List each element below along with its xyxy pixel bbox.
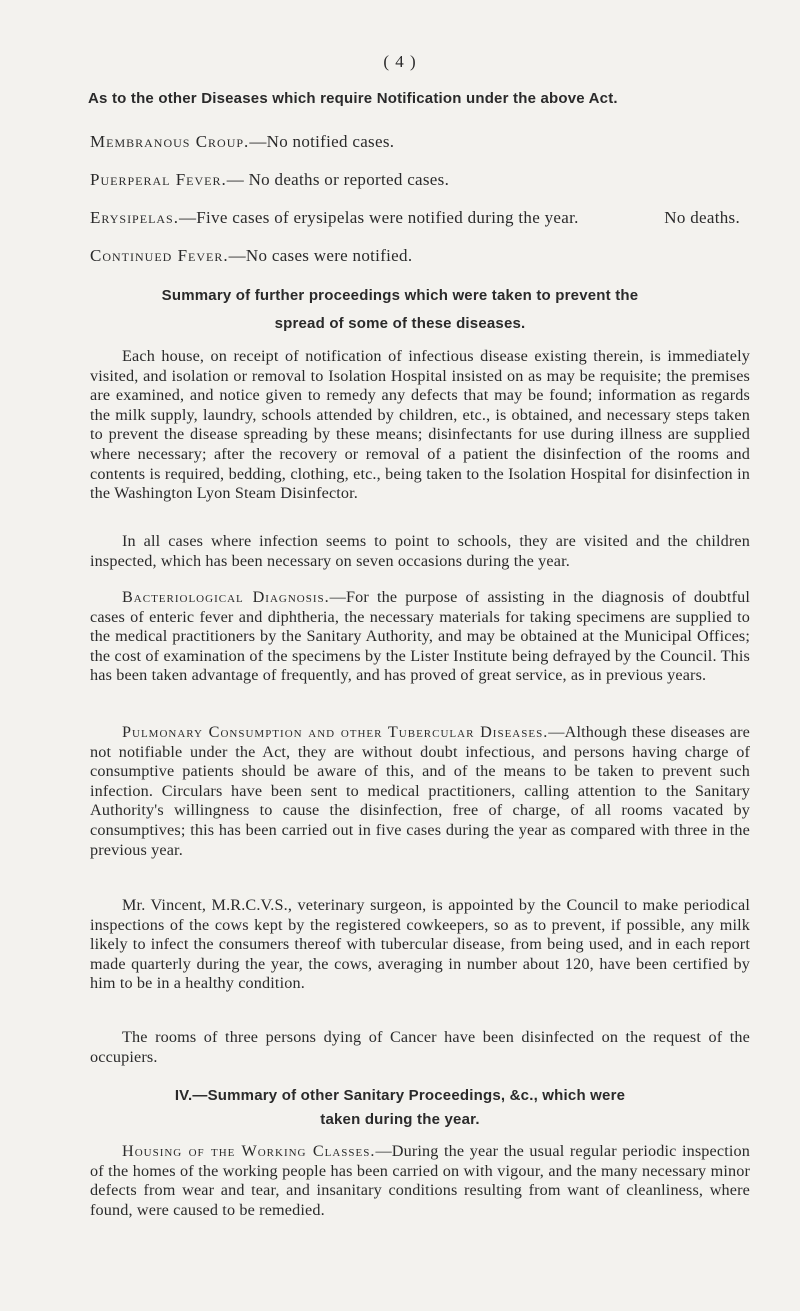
- paragraph-pulmonary: [90, 723, 750, 860]
- paragraph-cancer: The rooms of three persons dying of Cancer have been disinfected on the request of the occupiers.: [90, 1028, 750, 1066]
- puerperal-fever-entry: [90, 170, 750, 190]
- paragraph-schools: In all cases where infection seems to point to schools, they are visited and the children inspected, which has been necessary on seven occasions during the year.: [90, 532, 750, 570]
- section-iv-heading: [80, 1084, 720, 1132]
- housing-label: Housing of the Working Classes.: [122, 1142, 376, 1160]
- pulmonary-text: —Although these diseases are not notifiable under the Act, they are without doubt infectious, and persons having charge of consumptive patients should be aware of this, and of the means to be taken to prevent such infection. Circulars have been sent to medical practitioners, calling attention to the Sanitary Authority's willingness to cause the disinfection, free of charge, of all rooms vacated by consumptives; this has been carried out in five cases during the year as compared with three in the previous year.: [90, 723, 750, 859]
- erysipelas-entry: [90, 208, 750, 228]
- diseases-heading: As to the other Diseases which require Notification under the above Act.: [88, 90, 618, 107]
- section-iv-heading-line2: taken during the year.: [320, 1111, 480, 1128]
- paragraph-each-house: Each house, on receipt of notification of infectious disease existing therein, is immediately visited, and isolation or removal to Isolation Hospital insisted on as may be requisite; the premises are examined, and notice given to remedy any defects that may be found; information as regards the milk supply, laundry, schools attended by children, etc., is obtained, and necessary steps taken to prevent the disease spreading by these means; disinfectants for use during illness are supplied where necessary; after the recovery or removal of a patient the disinfection of the rooms and contents is required, bedding, clothing, etc., being taken to the Isolation Hospital for disinfection in the Washington Lyon Steam Disinfector.: [90, 347, 750, 503]
- continued-fever-label: Continued Fever.: [90, 246, 229, 265]
- summary-heading-line2: spread of some of these diseases.: [274, 315, 526, 332]
- erysipelas-text: —Five cases of erysipelas were notified during the year.: [179, 208, 579, 227]
- puerperal-fever-text: — No deaths or reported cases.: [226, 170, 450, 189]
- pulmonary-label: Pulmonary Consumption and other Tubercular Diseases.: [122, 723, 549, 741]
- paragraph-vincent: Mr. Vincent, M.R.C.V.S., veterinary surgeon, is appointed by the Council to make periodical inspections of the cows kept by the registered cowkeepers, so as to prevent, if possible, any milk likely to infect the consumers thereof with tubercular disease, from being used, and in each report made quarterly during the year, the cows, averaging in number about 120, have been certified by him to be in a healthy condition.: [90, 896, 750, 993]
- page-number: ( 4 ): [383, 52, 417, 71]
- puerperal-fever-label: Puerperal Fever.: [90, 170, 227, 189]
- paragraph-housing: [90, 1142, 750, 1220]
- continued-fever-entry: [90, 246, 750, 266]
- erysipelas-deaths: No deaths.: [664, 208, 740, 227]
- section-iv-heading-line1: IV.—Summary of other Sanitary Proceedings, &c., which were: [174, 1087, 626, 1104]
- erysipelas-label: Erysipelas.: [90, 208, 179, 227]
- membranous-croup-label: Membranous Croup.: [90, 132, 250, 151]
- bacteriological-label: Bacteriological Diagnosis.: [122, 588, 330, 606]
- paragraph-bacteriological: [90, 588, 750, 686]
- continued-fever-text: —No cases were notified.: [228, 246, 413, 265]
- housing-text: —During the year the usual regular periodic inspection of the homes of the working people has been carried on with vigour, and the many necessary minor defects from wear and tear, and insanitary conditions resulting from want of cleanliness, where found, were caused to be remedied.: [90, 1142, 751, 1219]
- membranous-croup-text: —No notified cases.: [249, 132, 395, 151]
- summary-heading-line1: Summary of further proceedings which were taken to prevent the: [161, 287, 639, 304]
- membranous-croup-entry: [90, 132, 750, 152]
- bacteriological-text: —For the purpose of assisting in the diagnosis of doubtful cases of enteric fever and diphtheria, the necessary materials for taking specimens are supplied to the medical practitioners by the Sanitary Authority, and may be obtained at the Municipal Offices; the cost of examination of the specimens by the Lister Institute being defrayed by the Council. This has been taken advantage of frequently, and has proved of great service, as in previous years.: [90, 588, 750, 685]
- summary-heading: [80, 282, 720, 338]
